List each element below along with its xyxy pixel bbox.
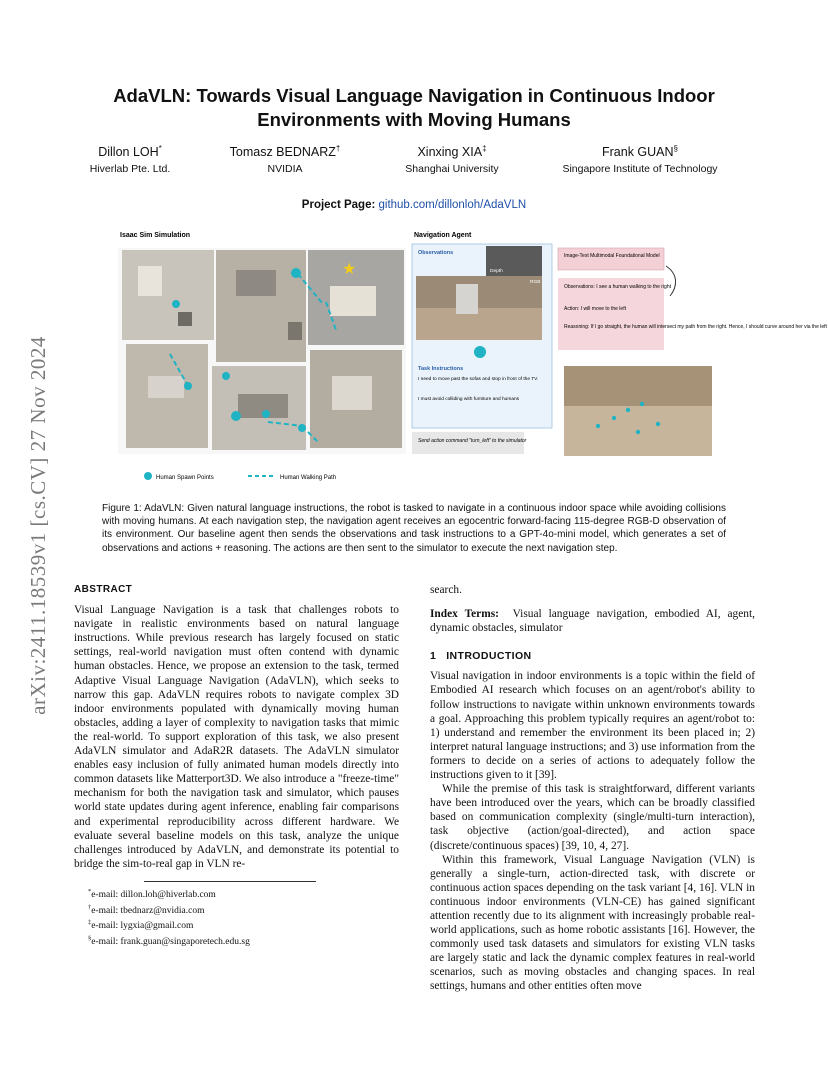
footnote-3: ‡e-mail: lygxia@gmail.com bbox=[88, 919, 194, 932]
abstract-text: Visual Language Navigation is a task that challenges robots to navigate in realistic environments based on natural language instructions. While previous research has largely focused on static settings, real-world navigation must often contend with dynamic human obstacles. Hence, we propose an extension to the task, termed Adaptive Visual Language Navigation (AdaVLN), which seeks to narrow this gap. AdaVLN requires robots to navigate complex 3D indoor environments populated with dynamically moving human obstacles, adding a layer of complexity to navigation tasks that mimic the real-world. To support exploration of this task, we also present AdaVLN simulator and AdaR2R datasets. The AdaVLN simulator enables easy inclusion of fully animated human models directly into common datasets like Matterport3D. We also introduce a "freeze-time" mechanism for both the navigation task and simulator, which pauses world state updates during agent inference, enabling fair comparisons and experimental reproducibility across different hardware. We evaluate several baseline models on this task, analyze the unique challenges introduced by AdaVLN, and demonstrate its potential to bridge the sim-to-real gap in VLN re- bbox=[74, 604, 399, 870]
index-terms-text: Visual language navigation, embodied AI, agent, dynamic obstacles, simulator bbox=[430, 608, 755, 635]
arxiv-sidebar bbox=[20, 290, 56, 760]
author-2: Tomasz BEDNARZ† NVIDIA bbox=[185, 144, 385, 175]
author-3: Xinxing XIA‡ Shanghai University bbox=[352, 144, 552, 175]
project-page bbox=[80, 199, 748, 211]
legend-spawn: Human Spawn Points bbox=[156, 475, 214, 481]
author-4: Frank GUAN§ Singapore Institute of Technology bbox=[530, 144, 750, 175]
author-affiliation: Shanghai University bbox=[405, 163, 499, 176]
footnote-1: *e-mail: dillon.loh@hiverlab.com bbox=[88, 887, 216, 901]
observations-label: Observations bbox=[418, 250, 454, 256]
author-affiliation: NVIDIA bbox=[267, 163, 303, 176]
project-label: Project Page: bbox=[301, 199, 376, 211]
figure-right-title: Navigation Agent bbox=[414, 232, 472, 239]
author-name: Frank GUAN bbox=[602, 145, 674, 160]
footnote-4: §e-mail: frank.guan@singaporetech.edu.sg bbox=[88, 934, 250, 947]
author-affiliation: Singapore Institute of Technology bbox=[562, 163, 718, 176]
author-1: Dillon LOH* Hiverlab Pte. Ltd. bbox=[30, 144, 230, 175]
spawn-point-icon bbox=[144, 472, 152, 480]
arrow-icon bbox=[666, 266, 676, 296]
author-affiliation: Hiverlab Pte. Ltd. bbox=[89, 163, 171, 176]
depth-label: Depth bbox=[490, 269, 503, 274]
abstract-heading: ABSTRACT bbox=[74, 584, 133, 595]
model-box-label: Image-Text Multimodal Foundational Model bbox=[564, 253, 660, 259]
reasoning-text: Reasoning: If I go straight, the human will intersect my path from the right. Hence, I should curve around her via the left bbox=[564, 324, 827, 330]
left-column bbox=[74, 583, 399, 949]
figure-left-title: Isaac Sim Simulation bbox=[120, 232, 191, 239]
author-name: Dillon LOH bbox=[98, 145, 159, 160]
index-terms-label: Index Terms: bbox=[430, 608, 499, 621]
model-box bbox=[558, 248, 664, 270]
author-name: Tomasz BEDNARZ bbox=[229, 145, 336, 160]
obs-text: Observations: I see a human walking to the right bbox=[564, 284, 672, 290]
robot-icon bbox=[474, 346, 486, 358]
footnote-rule bbox=[144, 881, 316, 882]
figure-legend bbox=[144, 472, 336, 481]
intro-paragraph-3: Within this framework, Visual Language Navigation (VLN) is generally a single-turn, action-directed task, with discrete or continuous action spaces depending on the task variant [4, 16]. VLN in continuous indoor environments (VLN-CE) has gained significant attention recently due to its alignment with increasingly probable real-world applications, such as home robotic assistants [16]. However, the commonly used task datasets and simulators for existing VLN tasks are largely static and lack the dynamic complex features in real-world scenarios, such as moving obstacles and changing spaces. In real settings, humans and other entities often move bbox=[430, 853, 755, 993]
intro-heading: 1 INTRODUCTION bbox=[430, 650, 532, 663]
task-2: I must avoid colliding with furniture and humans bbox=[418, 397, 520, 402]
intro-paragraph-1: Visual navigation in indoor environments is a topic within the field of Embodied AI research which focuses on an agent/robot's ability to follow instructions to navigate within unknown environments towards a goal. Approaching this problem typically requires an agent/robot to: 1) understand and remember the environment its been placed in; 2) interpret natural language instructions; and 3) use information from the formers to decide on a series of actions to adequately follow the instructions given to it [39]. bbox=[430, 670, 755, 782]
footnote-2: †e-mail: tbednarz@nvidia.com bbox=[88, 903, 205, 916]
right-column bbox=[430, 583, 755, 994]
figure-caption: Figure 1: AdaVLN: Given natural language instructions, the robot is tasked to navigate in a continuous indoor space while avoiding collisions with moving humans. At each navigation step, the navigation agent receives an egocentric forward-facing 115-degree RGB-D observation of its environment. Our baseline agent then sends the observations and task instructions to a GPT-4o-mini model, which generates a set of observations and actions + reasoning. The actions are then sent to the simulator to execute the next navigation step. bbox=[102, 503, 726, 554]
task-1: I need to move past the sofas and stop in front of the TV. bbox=[418, 377, 539, 382]
task-title: Task Instructions bbox=[418, 366, 464, 372]
intro-paragraph-2: While the premise of this task is straightforward, different variants have been introduced over the years, which can be broadly classified based on communication complexity (single/multi-turn interaction), task objective (action/goal-directed), and action space (discrete/continuous spaces) [39, 10, 4, 27]. bbox=[430, 783, 755, 852]
floorplan-image bbox=[118, 248, 406, 454]
send-text: Send action command "turn_left" to the simulator bbox=[418, 438, 527, 444]
goal-star-icon: ★ bbox=[342, 261, 357, 278]
index-terms bbox=[430, 607, 755, 635]
figure-1 bbox=[118, 226, 827, 490]
arxiv-id: arXiv:2411.18539v1 [cs.CV] 27 Nov 2024 bbox=[25, 335, 50, 715]
project-link[interactable]: github.com/dillonloh/AdaVLN bbox=[378, 199, 527, 211]
author-name: Xinxing XIA bbox=[417, 145, 483, 160]
legend-path: Human Walking Path bbox=[280, 475, 337, 481]
abstract-continuation: search. bbox=[430, 584, 462, 596]
paper-title: AdaVLN: Towards Visual Language Navigation in Continuous Indoor Environments with Moving Humans bbox=[113, 85, 715, 130]
rgb-label: RGB bbox=[530, 280, 541, 285]
action-text: Action: I will move to the left bbox=[564, 306, 626, 312]
